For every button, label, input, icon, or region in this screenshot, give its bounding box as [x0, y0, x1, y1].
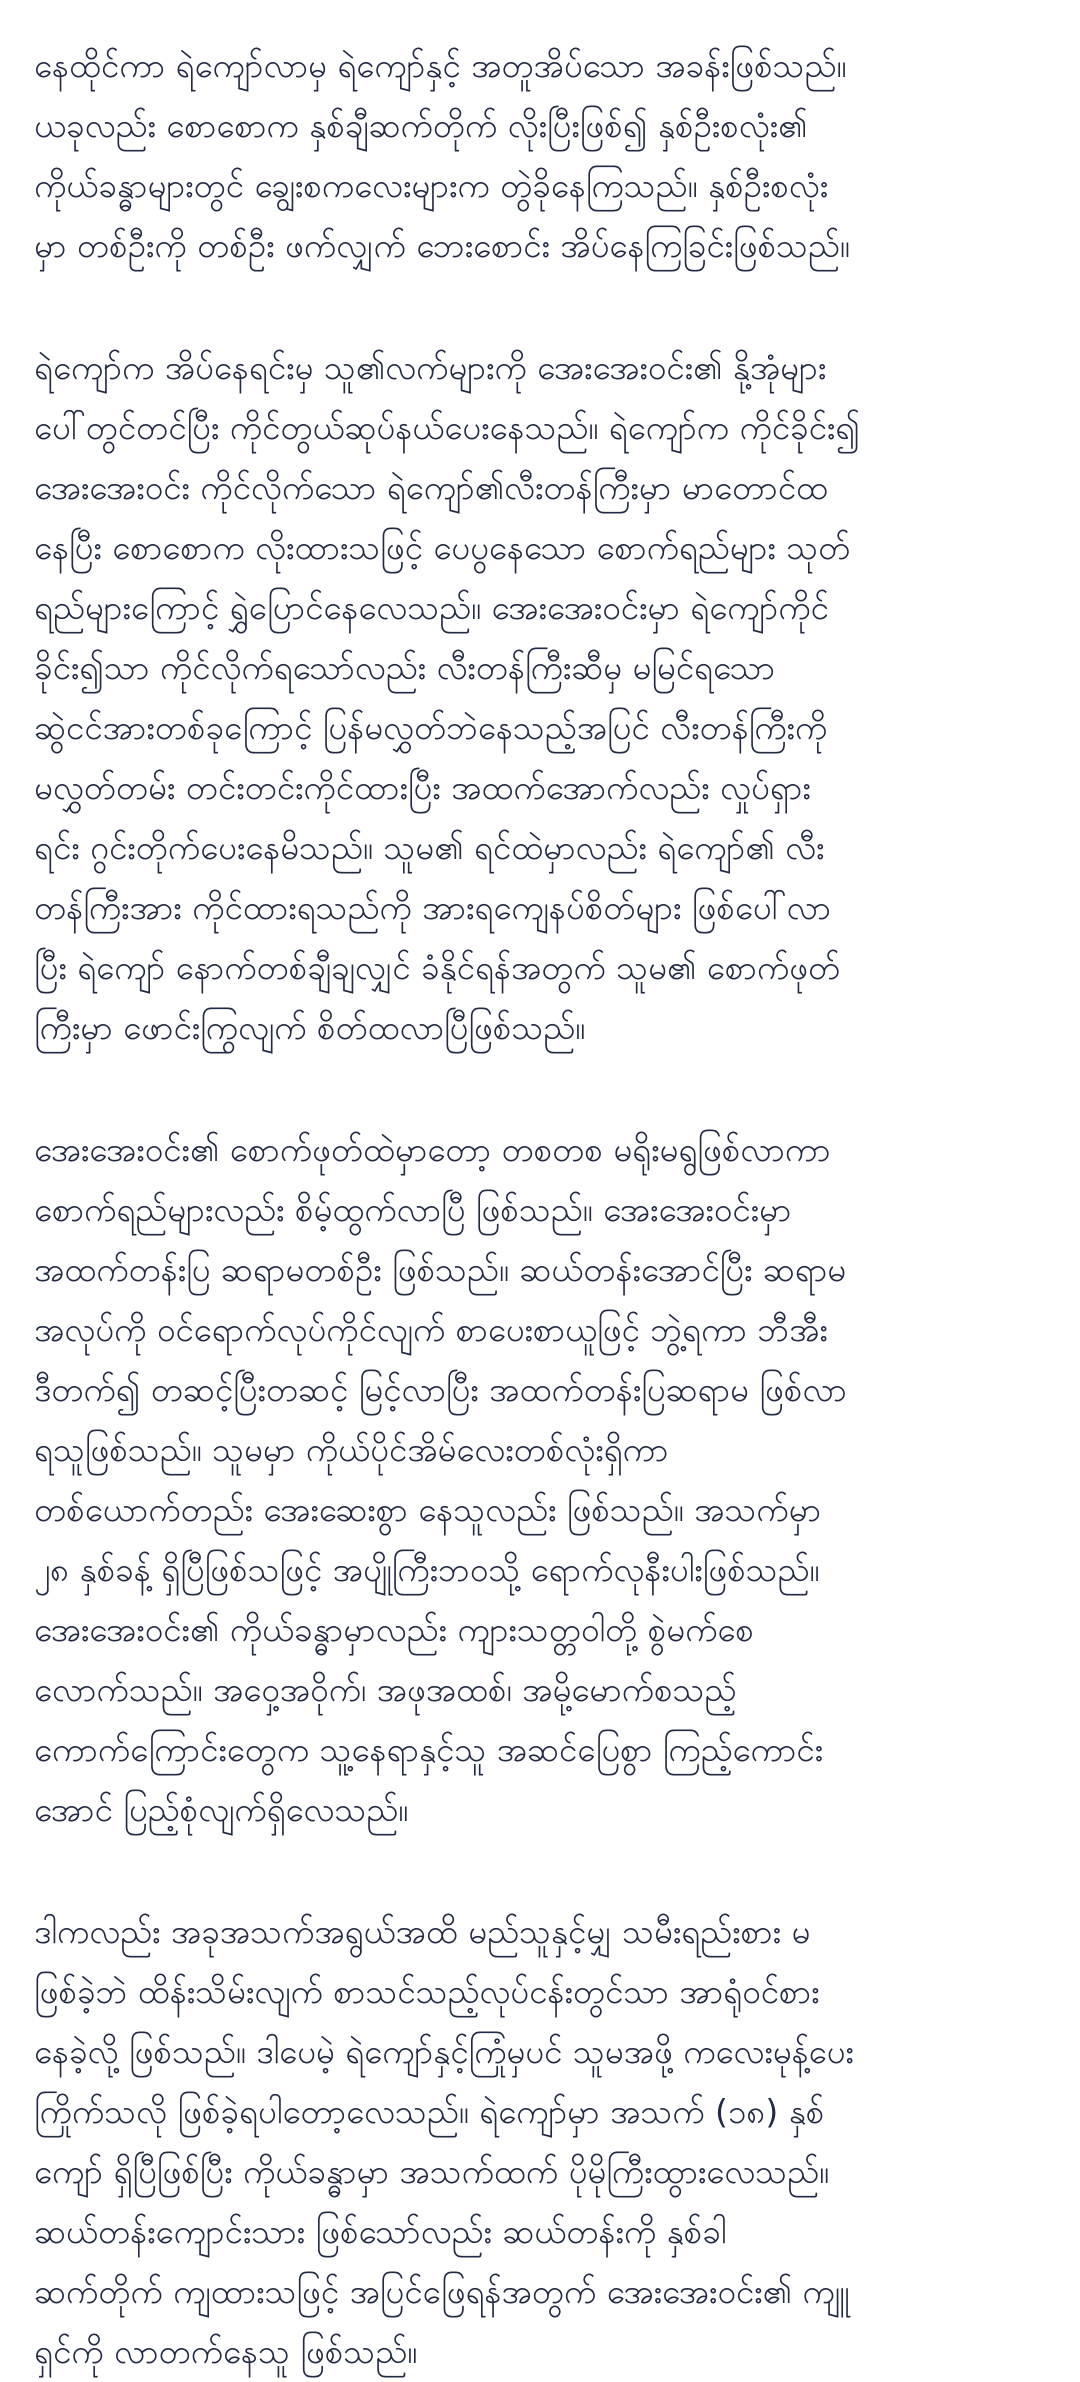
text-line: ရဲကျော်က အိပ်နေရင်းမှ သူ၏လက်များကို အေးအေးဝင်း၏ နို့အုံများ [34, 348, 827, 387]
text-line: ပြီး ရဲကျော် နောက်တစ်ချီချလျှင် ခံနိုင်ရန်အတွက် သူမ၏ စောက်ဖုတ် [34, 948, 841, 987]
text-line: အေးအေးဝင်း၏ ကိုယ်ခန္ဓာမှာလည်း ကျားသတ္တဝါတို့ စွဲမက်စေ [34, 1610, 754, 1649]
text-line: အောင် ပြည့်စုံလျက်ရှိလေသည်။ [34, 1790, 409, 1829]
text-line: ရှင်ကို လာတက်နေသူ ဖြစ်သည်။ [34, 2332, 418, 2371]
text-line: မလွှတ်တမ်း တင်းတင်းကိုင်ထားပြီး အထက်အောက်လည်း လှုပ်ရှား [34, 768, 811, 807]
text-line: ၂၈ နှစ်ခန့် ရှိပြီဖြစ်သဖြင့် အပျိုကြီးဘဝသို့ ရောက်လုနီးပါးဖြစ်သည်။ [34, 1550, 820, 1589]
text-line: ယခုလည်း စောစောက နှစ်ချီဆက်တိုက် လိုးပြီးဖြစ်၍ နှစ်ဦးစလုံး၏ [34, 106, 808, 145]
text-line: ဆယ်တန်းကျောင်းသား ဖြစ်သော်လည်း ဆယ်တန်းကို နှစ်ခါ [34, 2212, 727, 2251]
paragraph [34, 338, 1046, 1058]
text-line: ကြီးမှာ ဖောင်းကြွလျက် စိတ်ထလာပြီဖြစ်သည်။ [34, 1008, 586, 1047]
text-line: အထက်တန်းပြ ဆရာမတစ်ဦး ဖြစ်သည်။ ဆယ်တန်းအောင်ပြီး ဆရာမ [34, 1250, 847, 1289]
story-text [34, 0, 1046, 2382]
text-line: ရသူဖြစ်သည်။ သူမမှာ ကိုယ်ပိုင်အိမ်လေးတစ်လုံးရှိကာ [34, 1430, 669, 1469]
text-line: အေးအေးဝင်း ကိုင်လိုက်သော ရဲကျော်၏လီးတန်ကြီးမှာ မာတောင်ထ [34, 468, 828, 507]
text-line: ရင်း ဂွင်းတိုက်ပေးနေမိသည်။ သူမ၏ ရင်ထဲမှာလည်း ရဲကျော်၏ လီး [34, 828, 825, 867]
paragraph [34, 0, 1046, 276]
text-line: မှာ တစ်ဦးကို တစ်ဦး ဖက်လျှက် ဘေးစောင်း အိပ်နေကြခြင်းဖြစ်သည်။ [34, 226, 850, 265]
text-line: အေးအေးဝင်း၏ စောက်ဖုတ်ထဲမှာတော့ တစတစ မရိုးမရွဖြစ်လာကာ [34, 1130, 831, 1169]
paragraph [34, 1902, 1046, 2382]
paragraph-gap [34, 1840, 1046, 1902]
text-line: ကိုယ်ခန္ဓာများတွင် ချွေးစကလေးများက တွဲခိုနေကြသည်။ နှစ်ဦးစလုံး [34, 166, 829, 205]
text-line: လောက်သည်။ အဝှေ့အဝိုက်၊ အဖုအထစ်၊ အမို့မောက်စသည့် [34, 1670, 737, 1709]
text-line: နေပြီး စောစောက လိုးထားသဖြင့် ပေပွနေသော စောက်ရည်များ သုတ် [34, 528, 851, 567]
text-line: ခိုင်း၍သာ ကိုင်လိုက်ရသော်လည်း လီးတန်ကြီးဆီမှ မမြင်ရသော [34, 648, 776, 687]
paragraph-gap [34, 1058, 1046, 1120]
paragraph-gap [34, 276, 1046, 338]
text-line: ရည်များကြောင့် ရွှဲပြောင်နေလေသည်။ အေးအေးဝင်းမှာ ရဲကျော်ကိုင် [34, 588, 829, 627]
text-line: ကျော် ရှိပြီဖြစ်ပြီး ကိုယ်ခန္ဓာမှာ အသက်ထက် ပိုမိုကြီးထွားလေသည်။ [34, 2152, 829, 2191]
text-line: အလုပ်ကို ဝင်ရောက်လုပ်ကိုင်လျက် စာပေးစာယူဖြင့် ဘွဲ့ရကာ ဘီအီး [34, 1310, 828, 1349]
text-line: ကြိုက်သလို ဖြစ်ခဲ့ရပါတော့လေသည်။ ရဲကျော်မှာ အသက် (၁၈) နှစ် [34, 2092, 825, 2131]
text-line: ကောက်ကြောင်းတွေက သူ့နေရာနှင့်သူ အဆင်ပြေစွာ ကြည့်ကောင်း [34, 1730, 823, 1769]
text-line: နေခဲ့လို့ ဖြစ်သည်။ ဒါပေမဲ့ ရဲကျော်နှင့်ကြုံမှပင် သူမအဖို့ ကလေးမုန့်ပေး [34, 2032, 854, 2071]
text-line: တန်ကြီးအား ကိုင်ထားရသည်ကို အားရကျေနပ်စိတ်များ ဖြစ်ပေါ်လာ [34, 888, 831, 927]
text-line: ဒီတက်၍ တဆင့်ပြီးတဆင့် မြင့်လာပြီး အထက်တန်းပြဆရာမ ဖြစ်လာ [34, 1370, 847, 1409]
text-line: ဆက်တိုက် ကျထားသဖြင့် အပြင်ဖြေရန်အတွက် အေးအေးဝင်း၏ ကျူ [34, 2272, 850, 2311]
text-line: ဆွဲငင်အားတစ်ခုကြောင့် ပြန်မလွှတ်ဘဲနေသည့်အပြင် လီးတန်ကြီးကို [34, 708, 828, 747]
text-line: ပေါ်တွင်တင်ပြီး ကိုင်တွယ်ဆုပ်နယ်ပေးနေသည်။ ရဲကျော်က ကိုင်ခိုင်း၍ [34, 408, 860, 447]
text-line: တစ်ယောက်တည်း အေးဆေးစွာ နေသူလည်း ဖြစ်သည်။ အသက်မှာ [34, 1490, 822, 1529]
paragraph [34, 1120, 1046, 1840]
text-line: စောက်ရည်များလည်း စိမ့်ထွက်လာပြီ ဖြစ်သည်။ အေးအေးဝင်းမှာ [34, 1190, 792, 1229]
text-line: ဖြစ်ခဲ့ဘဲ ထိန်းသိမ်းလျက် စာသင်သည့်လုပ်ငန်းတွင်သာ အာရုံဝင်စား [34, 1972, 820, 2011]
text-line [34, 0, 1046, 36]
text-line: နေထိုင်ကာ ရဲကျော်လာမှ ရဲကျော်နှင့် အတူအိပ်သော အခန်းဖြစ်သည်။ [34, 46, 847, 85]
text-line: ဒါကလည်း အခုအသက်အရွယ်အထိ မည်သူနှင့်မျှ သမီးရည်းစား မ [34, 1912, 811, 1951]
